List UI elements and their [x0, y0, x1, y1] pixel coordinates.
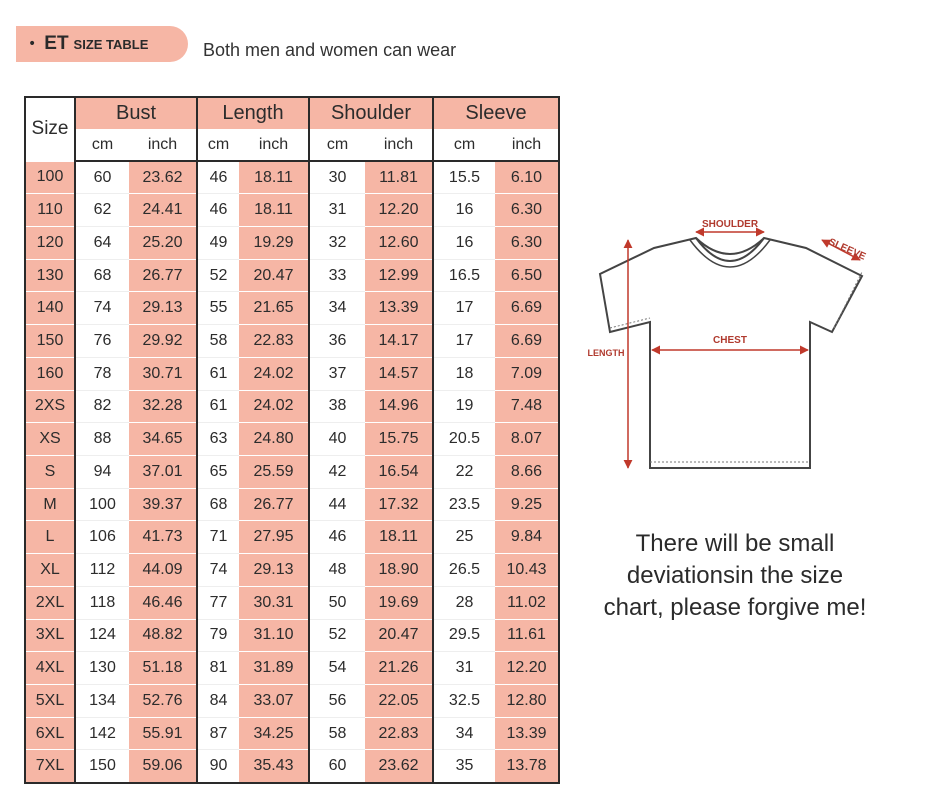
value-cell: 10.43 — [495, 554, 559, 587]
value-cell: 15.5 — [433, 161, 495, 194]
value-cell: 24.02 — [239, 390, 309, 423]
value-cell: 13.39 — [495, 717, 559, 750]
value-cell: 37.01 — [129, 455, 197, 488]
value-cell: 64 — [75, 226, 129, 259]
value-cell: 26.5 — [433, 554, 495, 587]
value-cell: 55 — [197, 292, 239, 325]
size-table-badge — [16, 26, 188, 62]
bust-header: Bust — [75, 97, 197, 129]
size-cell: S — [25, 455, 75, 488]
size-cell: 140 — [25, 292, 75, 325]
subtitle: Both men and women can wear — [203, 40, 457, 60]
table-row — [25, 194, 559, 227]
value-cell: 68 — [197, 488, 239, 521]
value-cell: 84 — [197, 685, 239, 718]
value-cell: 87 — [197, 717, 239, 750]
size-cell: 2XL — [25, 586, 75, 619]
value-cell: 46 — [197, 194, 239, 227]
chest-label: CHEST — [713, 335, 747, 346]
value-cell: 34 — [433, 717, 495, 750]
brand-label: ET — [44, 33, 69, 54]
table-row — [25, 259, 559, 292]
length-label: LENGTH — [587, 348, 625, 358]
value-cell: 12.20 — [495, 652, 559, 685]
value-cell: 106 — [75, 521, 129, 554]
size-cell: 3XL — [25, 619, 75, 652]
tshirt-svg — [584, 210, 884, 490]
table-row — [25, 652, 559, 685]
tshirt-diagram — [584, 210, 884, 490]
value-cell: 11.02 — [495, 586, 559, 619]
size-deviation-note — [590, 528, 880, 624]
value-cell: 58 — [197, 325, 239, 358]
value-cell: 48.82 — [129, 619, 197, 652]
size-cell: 7XL — [25, 750, 75, 783]
size-cell: XS — [25, 423, 75, 456]
bullet-icon: • — [28, 36, 37, 52]
value-cell: 14.57 — [365, 357, 433, 390]
size-cell: 100 — [25, 161, 75, 194]
value-cell: 58 — [309, 717, 365, 750]
table-row — [25, 521, 559, 554]
value-cell: 61 — [197, 390, 239, 423]
value-cell: 16 — [433, 194, 495, 227]
value-cell: 12.80 — [495, 685, 559, 718]
size-cell: 110 — [25, 194, 75, 227]
table-row — [25, 357, 559, 390]
unit-header: cm — [433, 129, 495, 161]
value-cell: 25 — [433, 521, 495, 554]
value-cell: 23.5 — [433, 488, 495, 521]
value-cell: 29.13 — [129, 292, 197, 325]
value-cell: 41.73 — [129, 521, 197, 554]
value-cell: 15.75 — [365, 423, 433, 456]
value-cell: 90 — [197, 750, 239, 783]
value-cell: 17 — [433, 325, 495, 358]
shoulder-header: Shoulder — [309, 97, 433, 129]
value-cell: 16 — [433, 226, 495, 259]
value-cell: 78 — [75, 357, 129, 390]
value-cell: 112 — [75, 554, 129, 587]
sleeve-header: Sleeve — [433, 97, 559, 129]
value-cell: 6.69 — [495, 292, 559, 325]
value-cell: 94 — [75, 455, 129, 488]
value-cell: 32 — [309, 226, 365, 259]
value-cell: 6.30 — [495, 226, 559, 259]
table-row — [25, 161, 559, 194]
value-cell: 6.30 — [495, 194, 559, 227]
value-cell: 29.13 — [239, 554, 309, 587]
value-cell: 31.89 — [239, 652, 309, 685]
value-cell: 33 — [309, 259, 365, 292]
size-cell: 160 — [25, 357, 75, 390]
size-cell: M — [25, 488, 75, 521]
value-cell: 21.65 — [239, 292, 309, 325]
value-cell: 23.62 — [129, 161, 197, 194]
value-cell: 25.59 — [239, 455, 309, 488]
value-cell: 54 — [309, 652, 365, 685]
value-cell: 63 — [197, 423, 239, 456]
value-cell: 20.5 — [433, 423, 495, 456]
value-cell: 30 — [309, 161, 365, 194]
value-cell: 34.65 — [129, 423, 197, 456]
table-row — [25, 488, 559, 521]
value-cell: 42 — [309, 455, 365, 488]
value-cell: 46.46 — [129, 586, 197, 619]
table-row — [25, 226, 559, 259]
value-cell: 150 — [75, 750, 129, 783]
value-cell: 7.09 — [495, 357, 559, 390]
value-cell: 40 — [309, 423, 365, 456]
value-cell: 26.77 — [129, 259, 197, 292]
value-cell: 30.71 — [129, 357, 197, 390]
value-cell: 65 — [197, 455, 239, 488]
table-row — [25, 554, 559, 587]
value-cell: 33.07 — [239, 685, 309, 718]
value-cell: 50 — [309, 586, 365, 619]
value-cell: 32.5 — [433, 685, 495, 718]
value-cell: 22.83 — [239, 325, 309, 358]
value-cell: 34.25 — [239, 717, 309, 750]
size-cell: 2XS — [25, 390, 75, 423]
value-cell: 22 — [433, 455, 495, 488]
value-cell: 18.11 — [365, 521, 433, 554]
value-cell: 13.78 — [495, 750, 559, 783]
value-cell: 6.69 — [495, 325, 559, 358]
value-cell: 29.5 — [433, 619, 495, 652]
size-cell: 5XL — [25, 685, 75, 718]
shoulder-label: SHOULDER — [701, 219, 759, 230]
note-line: chart, please forgive me! — [603, 594, 867, 621]
value-cell: 118 — [75, 586, 129, 619]
value-cell: 11.81 — [365, 161, 433, 194]
value-cell: 13.39 — [365, 292, 433, 325]
value-cell: 12.99 — [365, 259, 433, 292]
note-line: There will be small — [635, 530, 835, 557]
value-cell: 32.28 — [129, 390, 197, 423]
value-cell: 16.54 — [365, 455, 433, 488]
value-cell: 74 — [197, 554, 239, 587]
value-cell: 46 — [309, 521, 365, 554]
value-cell: 52.76 — [129, 685, 197, 718]
value-cell: 11.61 — [495, 619, 559, 652]
value-cell: 22.83 — [365, 717, 433, 750]
value-cell: 19.69 — [365, 586, 433, 619]
value-cell: 19 — [433, 390, 495, 423]
value-cell: 60 — [309, 750, 365, 783]
value-cell: 82 — [75, 390, 129, 423]
value-cell: 130 — [75, 652, 129, 685]
value-cell: 71 — [197, 521, 239, 554]
value-cell: 35.43 — [239, 750, 309, 783]
value-cell: 48 — [309, 554, 365, 587]
value-cell: 60 — [75, 161, 129, 194]
value-cell: 38 — [309, 390, 365, 423]
size-cell: 120 — [25, 226, 75, 259]
value-cell: 46 — [197, 161, 239, 194]
note-line: deviationsin the size — [626, 562, 844, 589]
value-cell: 18 — [433, 357, 495, 390]
value-cell: 16.5 — [433, 259, 495, 292]
unit-header: cm — [197, 129, 239, 161]
value-cell: 20.47 — [239, 259, 309, 292]
unit-header: cm — [309, 129, 365, 161]
value-cell: 61 — [197, 357, 239, 390]
value-cell: 26.77 — [239, 488, 309, 521]
value-cell: 9.84 — [495, 521, 559, 554]
value-cell: 25.20 — [129, 226, 197, 259]
value-cell: 24.02 — [239, 357, 309, 390]
value-cell: 124 — [75, 619, 129, 652]
value-cell: 31.10 — [239, 619, 309, 652]
value-cell: 14.96 — [365, 390, 433, 423]
table-body — [25, 161, 559, 783]
value-cell: 35 — [433, 750, 495, 783]
value-cell: 56 — [309, 685, 365, 718]
unit-header: cm — [75, 129, 129, 161]
table-row — [25, 292, 559, 325]
table-row — [25, 685, 559, 718]
value-cell: 39.37 — [129, 488, 197, 521]
value-cell: 88 — [75, 423, 129, 456]
value-cell: 52 — [309, 619, 365, 652]
value-cell: 18.11 — [239, 161, 309, 194]
value-cell: 7.48 — [495, 390, 559, 423]
value-cell: 68 — [75, 259, 129, 292]
value-cell: 77 — [197, 586, 239, 619]
value-cell: 76 — [75, 325, 129, 358]
value-cell: 8.66 — [495, 455, 559, 488]
value-cell: 37 — [309, 357, 365, 390]
value-cell: 6.10 — [495, 161, 559, 194]
table-row — [25, 619, 559, 652]
value-cell: 29.92 — [129, 325, 197, 358]
value-cell: 24.80 — [239, 423, 309, 456]
table-row — [25, 750, 559, 783]
value-cell: 24.41 — [129, 194, 197, 227]
table-row — [25, 455, 559, 488]
value-cell: 6.50 — [495, 259, 559, 292]
table-row — [25, 390, 559, 423]
value-cell: 20.47 — [365, 619, 433, 652]
unit-header: inch — [365, 129, 433, 161]
value-cell: 51.18 — [129, 652, 197, 685]
value-cell: 44 — [309, 488, 365, 521]
value-cell: 62 — [75, 194, 129, 227]
unit-header: inch — [495, 129, 559, 161]
value-cell: 17.32 — [365, 488, 433, 521]
size-cell: 4XL — [25, 652, 75, 685]
value-cell: 59.06 — [129, 750, 197, 783]
value-cell: 34 — [309, 292, 365, 325]
value-cell: 81 — [197, 652, 239, 685]
value-cell: 142 — [75, 717, 129, 750]
size-table — [24, 96, 560, 784]
size-cell: 130 — [25, 259, 75, 292]
table-row — [25, 586, 559, 619]
size-header: Size — [25, 97, 75, 161]
size-cell: XL — [25, 554, 75, 587]
value-cell: 49 — [197, 226, 239, 259]
value-cell: 17 — [433, 292, 495, 325]
value-cell: 18.90 — [365, 554, 433, 587]
value-cell: 28 — [433, 586, 495, 619]
value-cell: 8.07 — [495, 423, 559, 456]
value-cell: 27.95 — [239, 521, 309, 554]
sleeve-label: SLEEVE — [826, 236, 868, 263]
value-cell: 9.25 — [495, 488, 559, 521]
value-cell: 100 — [75, 488, 129, 521]
tshirt-outline — [600, 238, 862, 468]
value-cell: 14.17 — [365, 325, 433, 358]
table-row — [25, 325, 559, 358]
value-cell: 12.60 — [365, 226, 433, 259]
value-cell: 23.62 — [365, 750, 433, 783]
size-cell: 150 — [25, 325, 75, 358]
value-cell: 52 — [197, 259, 239, 292]
value-cell: 31 — [309, 194, 365, 227]
size-cell: 6XL — [25, 717, 75, 750]
value-cell: 30.31 — [239, 586, 309, 619]
table-row — [25, 717, 559, 750]
value-cell: 79 — [197, 619, 239, 652]
value-cell: 21.26 — [365, 652, 433, 685]
value-cell: 12.20 — [365, 194, 433, 227]
value-cell: 22.05 — [365, 685, 433, 718]
value-cell: 31 — [433, 652, 495, 685]
value-cell: 44.09 — [129, 554, 197, 587]
value-cell: 74 — [75, 292, 129, 325]
size-cell: L — [25, 521, 75, 554]
value-cell: 55.91 — [129, 717, 197, 750]
value-cell: 134 — [75, 685, 129, 718]
table-row — [25, 423, 559, 456]
value-cell: 18.11 — [239, 194, 309, 227]
size-table-label: SIZE TABLE — [73, 36, 149, 52]
unit-header: inch — [129, 129, 197, 161]
value-cell: 19.29 — [239, 226, 309, 259]
value-cell: 36 — [309, 325, 365, 358]
length-header: Length — [197, 97, 309, 129]
unit-header: inch — [239, 129, 309, 161]
